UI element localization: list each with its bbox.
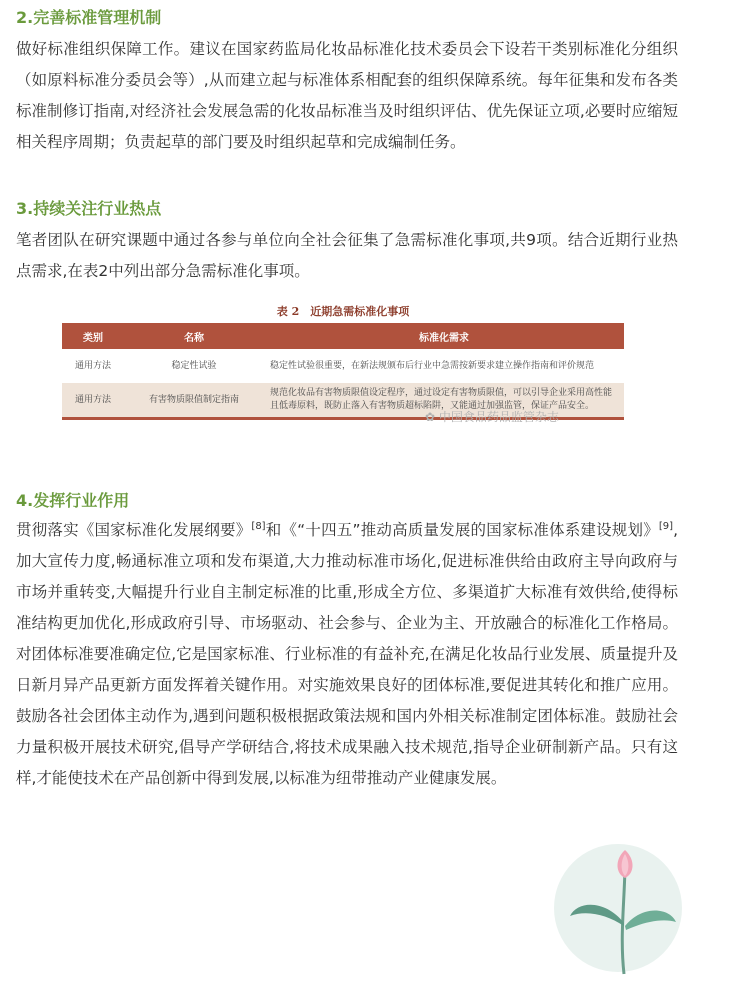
wechat-icon: ✿	[425, 410, 436, 424]
section-2-title: 2.完善标准管理机制	[16, 8, 162, 27]
header-category: 类别	[62, 323, 124, 349]
section-4-text-a: 贯彻落实《国家标准化发展纲要》	[16, 521, 252, 539]
table-2	[62, 303, 624, 420]
reference-8[interactable]: [8]	[251, 520, 266, 532]
header-name: 名称	[124, 323, 264, 349]
table-cell-category: 通用方法	[62, 383, 124, 419]
section-4-text-b: 和《“十四五”推动高质量发展的国家标准体系建设规划》	[265, 521, 659, 539]
section-4-title: 4.发挥行业作用	[16, 491, 130, 510]
section-3-paragraph: 笔者团队在研究课题中通过各参与单位向全社会征集了急需标准化事项,共9项。结合近期行业热点需求,在表2中列出部分急需标准化事项。	[16, 231, 678, 280]
reference-9[interactable]: [9]	[658, 520, 674, 532]
table-row	[62, 349, 624, 383]
watermark	[425, 408, 559, 425]
table-cell-name: 有害物质限值制定指南	[124, 383, 264, 419]
lotus-decoration-icon	[548, 838, 684, 978]
table-header-row	[62, 323, 624, 349]
section-3-title: 3.持续关注行业热点	[16, 199, 162, 218]
header-requirement: 标准化需求	[264, 323, 624, 349]
watermark-text: 中国食品药品监管杂志	[438, 410, 559, 424]
standards-table	[62, 323, 624, 420]
table-cell-requirement: 规范化妆品有害物质限值设定程序，通过设定有害物质限值，可以引导企业采用高性能且低毒原料，既防止落入有害物质超标陷阱，又能通过加强监管，保证产品安全。	[264, 383, 624, 419]
table-cell-category: 通用方法	[62, 349, 124, 383]
section-2-paragraph: 做好标准组织保障工作。建议在国家药监局化妆品标准化技术委员会下设若干类别标准化分组织（如原料标准分委员会等）,从而建立起与标准体系相配套的组织保障系统。每年征集和发布各类标准制修订指南,对经济社会发展急需的化妆品标准当及时组织评估、优先保证立项,必要时应缩短相关程序周期；负责起草的部门要及时组织起草和完成编制任务。	[16, 40, 678, 151]
section-4-text-c: ,加大宣传力度,畅通标准立项和发布渠道,大力推动标准市场化,促进标准供给由政府主导向政府与市场并重转变,大幅提升行业自主制定标准的比重,形成全方位、多渠道扩大标准有效供给,使得标准结构更加优化,形成政府引导、市场驱动、社会参与、企业为主、开放融合的标准化工作格局。对团体标准要准确定位,它是国家标准、行业标准的有益补充,在满足化妆品行业发展、质量提升及日新月异产品更新方面发挥着关键作用。对实施效果良好的团体标准,要促进其转化和推广应用。鼓励各社会团体主动作为,遇到问题积极根据政策法规和国内外相关标准制定团体标准。鼓励社会力量积极开展技术研究,倡导产学研结合,将技术成果融入技术规范,指导企业研制新产品。只有这样,才能使技术在产品创新中得到发展,以标准为纽带推动产业健康发展。	[16, 521, 678, 787]
table-caption: 表 2 近期急需标准化事项	[276, 305, 410, 318]
table-cell-requirement: 稳定性试验很重要，在新法规颁布后行业中急需按新要求建立操作指南和评价规范	[264, 349, 624, 383]
table-cell-name: 稳定性试验	[124, 349, 264, 383]
section-4-paragraph	[16, 515, 678, 794]
